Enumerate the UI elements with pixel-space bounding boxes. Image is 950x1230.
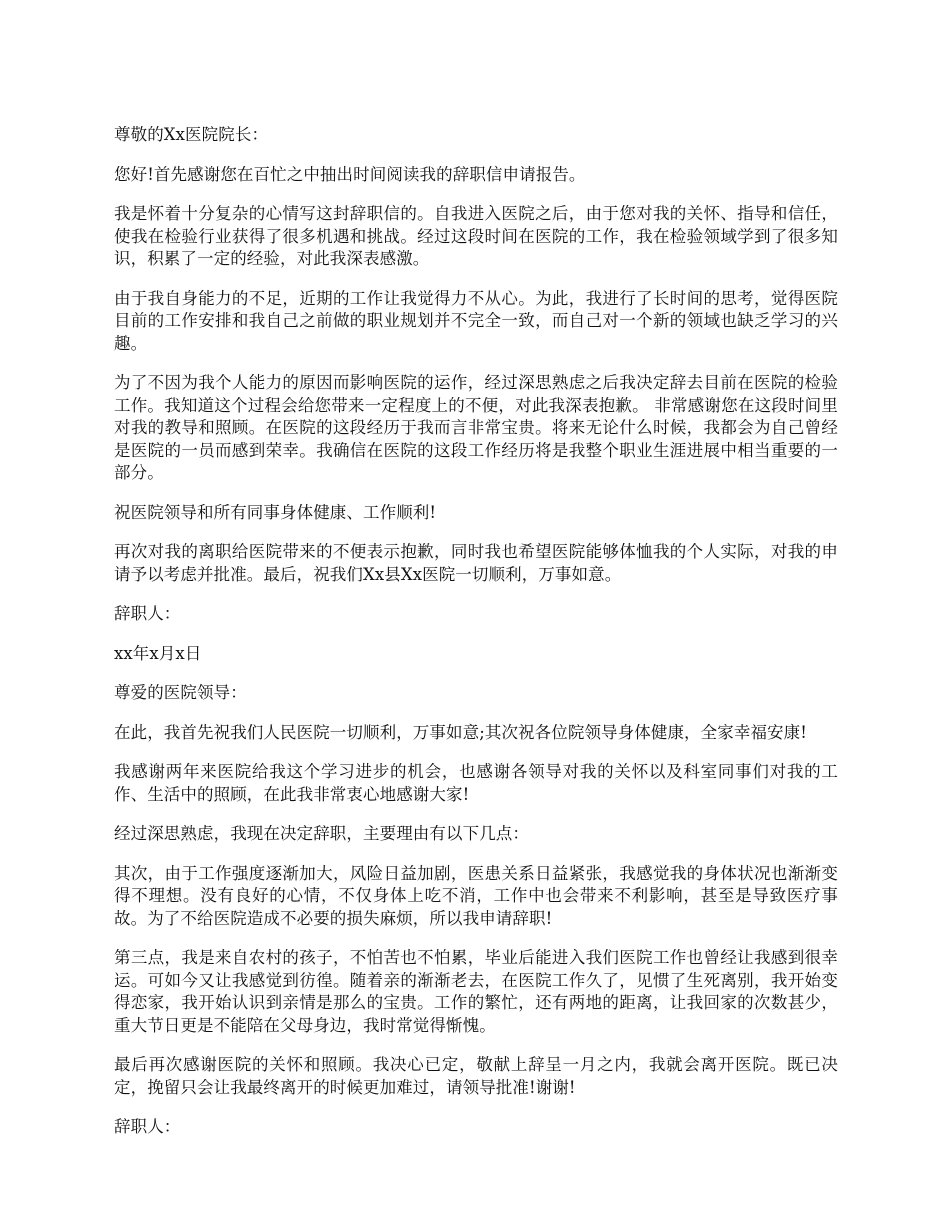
date-line: xx年x月x日 bbox=[114, 643, 202, 663]
body-paragraph: 我是怀着十分复杂的心情写这封辞职信的。自我进入医院之后，由于您对我的关怀、指导和信任，使我在检验行业获得了很多机遇和挑战。经过这段时间在医院的工作，我在检验领域学到了很多知识，积累了一定的经验，对此我深表感激。 bbox=[114, 204, 838, 268]
body-paragraph: 在此，我首先祝我们人民医院一切顺利，万事如意;其次祝各位院领导身体健康，全家幸福安康! bbox=[114, 722, 807, 742]
signature-label-1: 辞职人： bbox=[114, 604, 181, 623]
body-paragraph: 为了不因为我个人能力的原因而影响医院的运作，经过深思熟虑之后我决定辞去目前在医院的检验工作。我知道这个过程会给您带来一定程度上的不便，对此我深表抱歉。 非常感谢您在这段时间里对我的教导和照顾。在医院的这段经历于我而言非常宝贵。将来无论什么时候，我都会为自己曾经是医院的一员而感到荣幸。我确信在医院的这段工作经历将是我整个职业生涯进展中相当重要的一部分。 bbox=[114, 373, 838, 482]
letter-body bbox=[114, 124, 838, 1156]
body-paragraph: 由于我自身能力的不足，近期的工作让我觉得力不从心。为此，我进行了长时间的思考，觉得医院目前的工作安排和我自己之前做的职业规划并不完全一致，而自己对一个新的领域也缺乏学习的兴趣。 bbox=[114, 288, 838, 353]
body-paragraph: 经过深思熟虑，我现在决定辞职，主要理由有以下几点： bbox=[114, 824, 529, 843]
salutation-1: 尊敬的Xx医院院长： bbox=[114, 125, 269, 144]
signature-label-2: 辞职人： bbox=[114, 1117, 181, 1136]
closing-paragraph: 最后再次感谢医院的关怀和照顾。我决心已定，敬献上辞呈一月之内，我就会离开医院。既已决定，挽留只会让我最终离开的时候更加难过，请领导批准!谢谢! bbox=[114, 1055, 838, 1097]
closing-paragraph: 再次对我的离职给医院带来的不便表示抱歉，同时我也希望医院能够体恤我的个人实际，对我的申请予以考虑并批准。最后，祝我们Xx县Xx医院一切顺利，万事如意。 bbox=[114, 542, 838, 584]
body-paragraph: 第三点，我是来自农村的孩子，不怕苦也不怕累，毕业后能进入我们医院工作也曾经让我感到很幸运。可如今又让我感觉到彷徨。随着亲的渐渐老去，在医院工作久了，见惯了生死离别，我开始变得恋家，我开始认识到亲情是那么的宝贵。工作的繁忙，还有两地的距离，让我回家的次数甚少，重大节日更是不能陪在父母身边，我时常觉得惭愧。 bbox=[114, 948, 838, 1035]
body-paragraph: 我感谢两年来医院给我这个学习进步的机会，也感谢各领导对我的关怀以及科室同事们对我的工作、生活中的照顾，在此我非常衷心地感谢大家! bbox=[114, 762, 838, 804]
salutation-2: 尊爱的医院领导： bbox=[114, 683, 247, 702]
wishes-paragraph: 祝医院领导和所有同事身体健康、工作顺利! bbox=[114, 502, 437, 522]
body-paragraph: 其次，由于工作强度逐渐加大，风险日益加剧，医患关系日益紧张，我感觉我的身体状况也渐渐变得不理想。没有良好的心情，不仅身体上吃不消，工作中也会带来不利影响，甚至是导致医疗事故。为了不给医院造成不必要的损失麻烦，所以我申请辞职! bbox=[114, 863, 838, 928]
greeting-paragraph: 您好!首先感谢您在百忙之中抽出时间阅读我的辞职信申请报告。 bbox=[114, 164, 586, 184]
